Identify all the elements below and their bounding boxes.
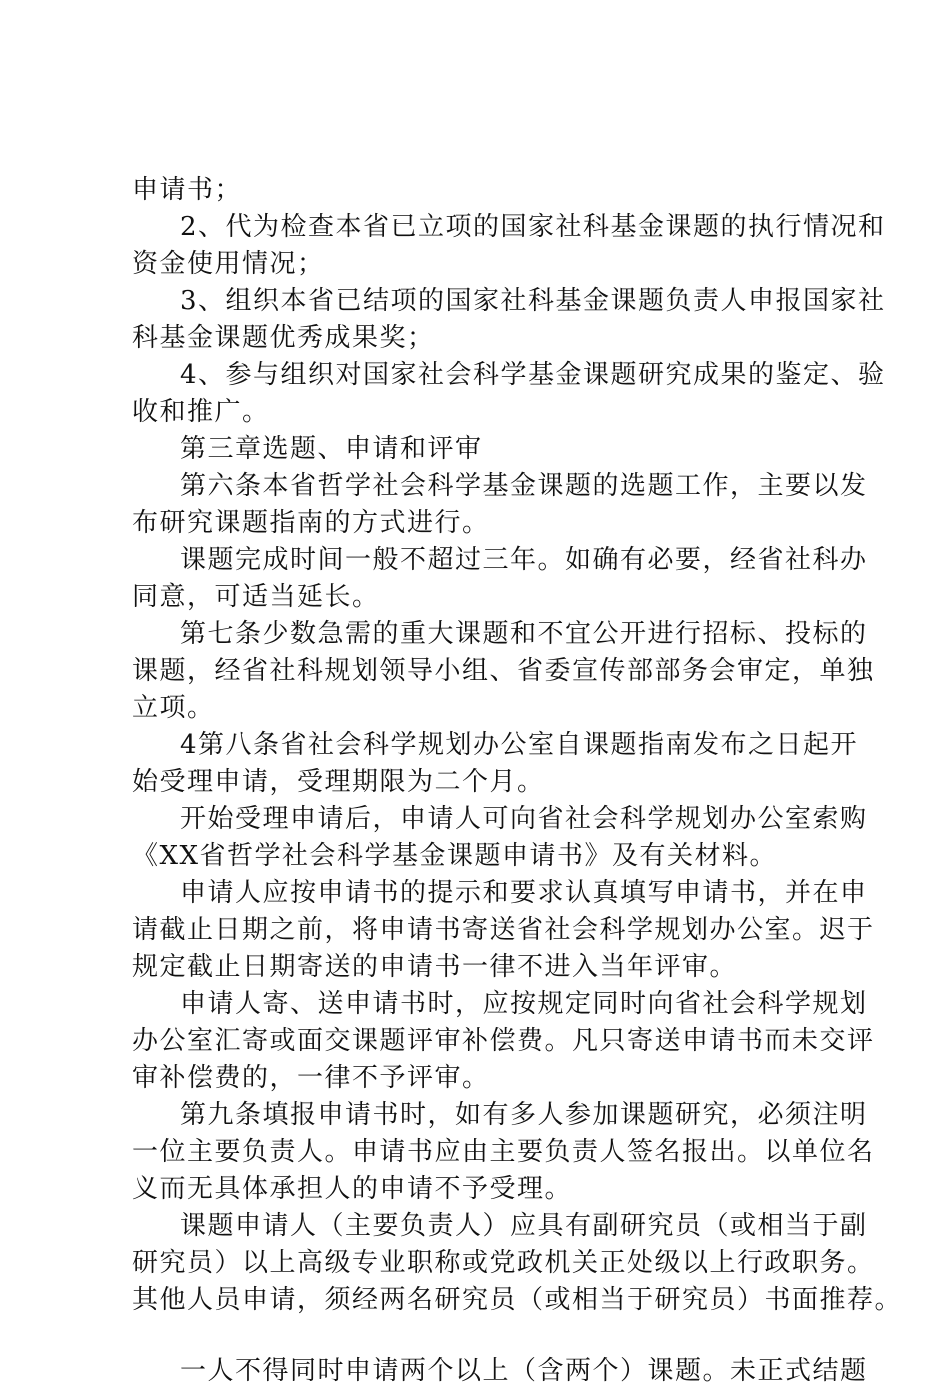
text-line: 资金使用情况； bbox=[132, 249, 325, 279]
text-line: 课题，经省社科规划领导小组、省委宣传部部务会审定，单独 bbox=[132, 656, 875, 686]
chapter-heading: 第三章选题、申请和评审 bbox=[180, 434, 483, 464]
text-line: 课题申请人（主要负责人）应具有副研究员（或相当于副 bbox=[180, 1211, 868, 1241]
text-line: 研究员）以上高级专业职称或党政机关正处级以上行政职务。 bbox=[132, 1248, 875, 1278]
text-line: 收和推广。 bbox=[132, 397, 270, 427]
text-line: 第六条本省哲学社会科学基金课题的选题工作，主要以发 bbox=[180, 471, 868, 501]
text-line: 3、组织本省已结项的国家社科基金课题负责人申报国家社 bbox=[180, 286, 886, 316]
text-line: 其他人员申请，须经两名研究员（或相当于研究员）书面推荐。 bbox=[132, 1285, 903, 1315]
text-line: 规定截止日期寄送的申请书一律不进入当年评审。 bbox=[132, 952, 738, 982]
text-line: 一位主要负责人。申请书应由主要负责人签名报出。以单位名 bbox=[132, 1137, 875, 1167]
text-line: 4第八条省社会科学规划办公室自课题指南发布之日起开 bbox=[180, 730, 859, 760]
text-line: 第九条填报申请书时，如有多人参加课题研究，必须注明 bbox=[180, 1100, 868, 1130]
text-line: 科基金课题优秀成果奖； bbox=[132, 323, 435, 353]
text-line: 立项。 bbox=[132, 693, 215, 723]
text-line: 课题完成时间一般不超过三年。如确有必要，经省社科办 bbox=[180, 545, 868, 575]
text-line: 申请书； bbox=[132, 175, 243, 205]
text-line: 办公室汇寄或面交课题评审补偿费。凡只寄送申请书而未交评 bbox=[132, 1026, 875, 1056]
text-line: 始受理申请，受理期限为二个月。 bbox=[132, 767, 545, 797]
text-line: 同意，可适当延长。 bbox=[132, 582, 380, 612]
text-line: 申请人寄、送申请书时，应按规定同时向省社会科学规划 bbox=[180, 989, 868, 1019]
text-line: 2、代为检查本省已立项的国家社科基金课题的执行情况和 bbox=[180, 212, 886, 242]
text-line: 4、参与组织对国家社会科学基金课题研究成果的鉴定、验 bbox=[180, 360, 886, 390]
text-line: 第七条少数急需的重大课题和不宜公开进行招标、投标的 bbox=[180, 619, 868, 649]
text-line: 申请人应按申请书的提示和要求认真填写申请书，并在申 bbox=[180, 878, 868, 908]
text-line: 请截止日期之前，将申请书寄送省社会科学规划办公室。迟于 bbox=[132, 915, 875, 945]
text-line: 审补偿费的，一律不予评审。 bbox=[132, 1063, 490, 1093]
text-line: 开始受理申请后，申请人可向省社会科学规划办公室索购 bbox=[180, 804, 868, 834]
text-line: 布研究课题指南的方式进行。 bbox=[132, 508, 490, 538]
text-line: 一人不得同时申请两个以上（含两个）课题。未正式结题 bbox=[180, 1356, 868, 1386]
text-line: 义而无具体承担人的申请不予受理。 bbox=[132, 1174, 573, 1204]
text-line: 《XX省哲学社会科学基金课题申请书》及有关材料。 bbox=[132, 841, 778, 871]
